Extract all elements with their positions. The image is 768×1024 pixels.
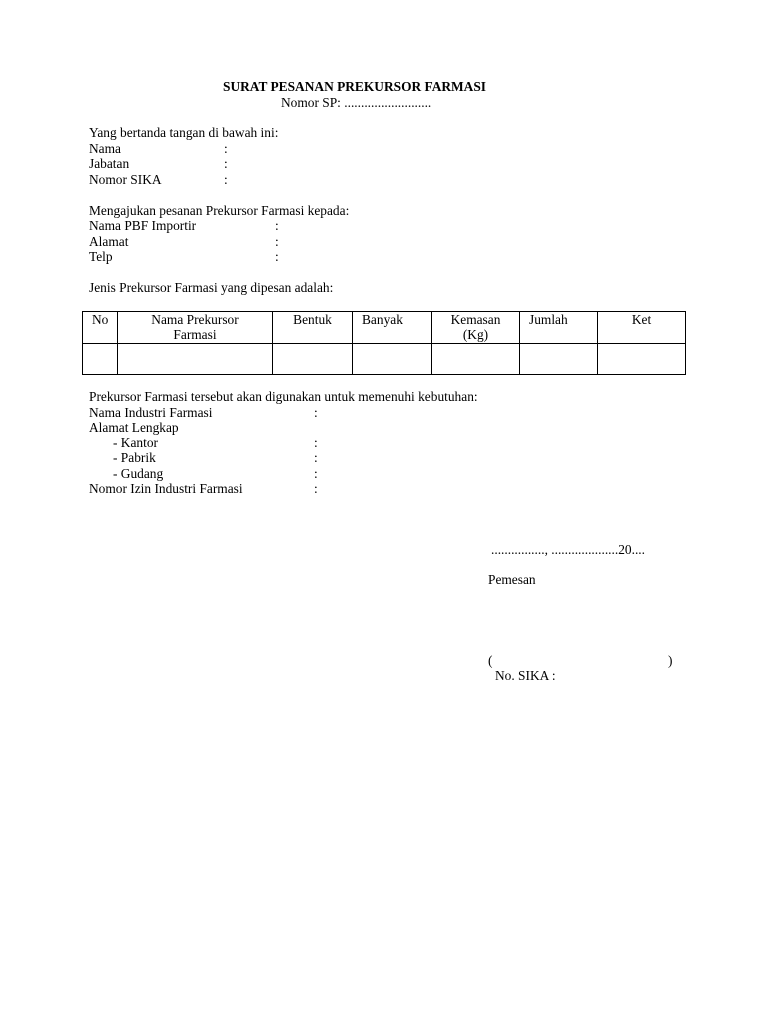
industry-permit-label: Nomor Izin Industri Farmasi <box>89 481 243 496</box>
industry-permit-colon: : <box>314 481 318 496</box>
supplier-address-colon: : <box>275 234 279 249</box>
column-header-quantity-text: Banyak <box>362 312 403 327</box>
supplier-phone-label: Telp <box>89 249 113 264</box>
column-header-packaging-line1: Kemasan <box>450 312 501 327</box>
column-header-notes-text: Ket <box>631 312 652 327</box>
order-number-line: Nomor SP: .......................... <box>281 95 432 110</box>
date-line: ................, ....................20.... <box>491 542 645 557</box>
column-header-name <box>118 312 273 344</box>
column-header-form <box>273 312 353 344</box>
signer-position-label: Jabatan <box>89 156 130 171</box>
warehouse-label: - Gudang <box>113 466 164 481</box>
signer-sika-label: Nomor SIKA <box>89 172 162 187</box>
cell-form <box>273 344 353 375</box>
signer-name-colon: : <box>224 141 228 156</box>
cell-notes <box>598 344 686 375</box>
office-label: - Kantor <box>113 435 158 450</box>
table-header-row <box>83 312 686 344</box>
signature-paren-open: ( <box>488 653 493 668</box>
cell-quantity <box>353 344 432 375</box>
cell-packaging <box>432 344 520 375</box>
industry-name-colon: : <box>314 405 318 420</box>
signature-sika-label: No. SIKA : <box>495 668 556 683</box>
order-intro: Jenis Prekursor Farmasi yang dipesan adalah: <box>89 280 334 295</box>
signer-sika-colon: : <box>224 172 228 187</box>
factory-colon: : <box>314 450 318 465</box>
cell-no <box>83 344 118 375</box>
column-header-packaging <box>432 312 520 344</box>
supplier-address-label: Alamat <box>89 234 129 249</box>
orderer-label: Pemesan <box>488 572 536 587</box>
signer-name-label: Nama <box>89 141 121 156</box>
column-header-quantity <box>353 312 432 344</box>
supplier-name-label: Nama PBF Importir <box>89 218 197 233</box>
signature-paren-close: ) <box>668 653 673 668</box>
table-row <box>83 344 686 375</box>
full-address-label: Alamat Lengkap <box>89 420 179 435</box>
signer-intro: Yang bertanda tangan di bawah ini: <box>89 125 279 140</box>
column-header-no <box>83 312 118 344</box>
warehouse-colon: : <box>314 466 318 481</box>
column-header-total-text: Jumlah <box>529 312 568 327</box>
column-header-packaging-line2: (Kg) <box>462 327 489 343</box>
supplier-phone-colon: : <box>275 249 279 264</box>
column-header-form-text: Bentuk <box>293 312 332 327</box>
column-header-total <box>520 312 598 344</box>
office-colon: : <box>314 435 318 450</box>
industry-name-label: Nama Industri Farmasi <box>89 405 213 420</box>
usage-intro: Prekursor Farmasi tersebut akan digunakan untuk memenuhi kebutuhan: <box>89 389 478 404</box>
column-header-name-line1: Nama Prekursor <box>151 312 239 327</box>
factory-label: - Pabrik <box>113 450 156 465</box>
cell-total <box>520 344 598 375</box>
column-header-notes <box>598 312 686 344</box>
cell-name <box>118 344 273 375</box>
supplier-intro: Mengajukan pesanan Prekursor Farmasi kepada: <box>89 203 350 218</box>
column-header-no-text: No <box>92 312 109 327</box>
supplier-name-colon: : <box>275 218 279 233</box>
column-header-name-line2: Farmasi <box>173 327 217 343</box>
document-title: SURAT PESANAN PREKURSOR FARMASI <box>223 79 486 94</box>
signer-position-colon: : <box>224 156 228 171</box>
order-table <box>82 311 686 375</box>
